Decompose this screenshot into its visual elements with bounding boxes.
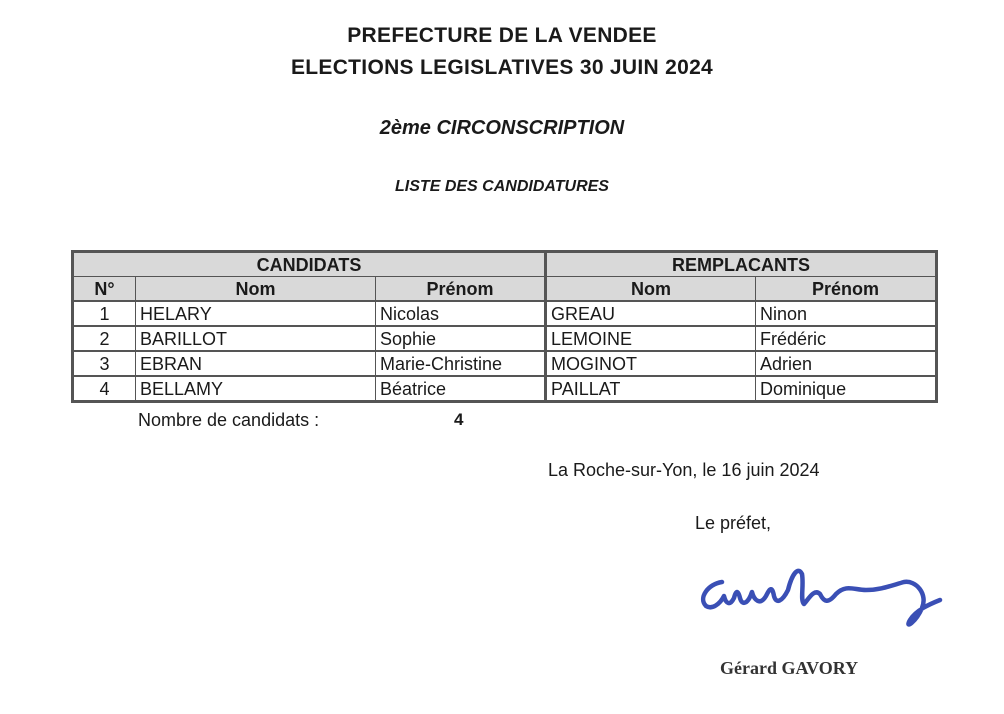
prefecture-title: PREFECTURE DE LA VENDEE xyxy=(347,24,657,47)
col-remp-nom-header: Nom xyxy=(546,277,756,302)
remp-nom: MOGINOT xyxy=(546,351,756,376)
candidate-count-value: 4 xyxy=(454,410,464,429)
signature-stroke xyxy=(703,571,940,625)
table-row xyxy=(73,351,937,376)
cand-nom: HELARY xyxy=(136,301,376,326)
circonscription-title: 2ème CIRCONSCRIPTION xyxy=(379,117,625,139)
place-date: La Roche-sur-Yon, le 16 juin 2024 xyxy=(548,460,820,480)
remp-prenom: Dominique xyxy=(756,376,937,402)
candidate-count-label: Nombre de candidats : xyxy=(138,410,320,430)
row-num: 4 xyxy=(73,376,136,402)
remp-prenom: Ninon xyxy=(756,301,937,326)
table-row xyxy=(73,326,937,351)
signer-name: Gérard GAVORY xyxy=(720,658,859,678)
column-header-row xyxy=(73,277,937,302)
row-num: 2 xyxy=(73,326,136,351)
col-cand-prenom-header: Prénom xyxy=(376,277,546,302)
col-remp-prenom-header: Prénom xyxy=(756,277,937,302)
cand-prenom: Nicolas xyxy=(376,301,546,326)
cand-nom: EBRAN xyxy=(136,351,376,376)
prefet-title: Le préfet, xyxy=(695,513,772,533)
cand-nom: BARILLOT xyxy=(136,326,376,351)
election-title: ELECTIONS LEGISLATIVES 30 JUIN 2024 xyxy=(290,56,714,79)
cand-prenom: Sophie xyxy=(376,326,546,351)
table-row xyxy=(73,376,937,402)
group-remplacants-header: REMPLACANTS xyxy=(546,252,937,277)
col-num-header: N° xyxy=(73,277,136,302)
group-candidats-header: CANDIDATS xyxy=(73,252,546,277)
table-row xyxy=(73,301,937,326)
col-cand-nom-header: Nom xyxy=(136,277,376,302)
remp-nom: LEMOINE xyxy=(546,326,756,351)
candidates-table xyxy=(71,250,938,403)
group-header-row xyxy=(73,252,937,277)
cand-nom: BELLAMY xyxy=(136,376,376,402)
row-num: 3 xyxy=(73,351,136,376)
remp-prenom: Frédéric xyxy=(756,326,937,351)
row-num: 1 xyxy=(73,301,136,326)
signature-mark xyxy=(690,560,950,640)
remp-nom: GREAU xyxy=(546,301,756,326)
cand-prenom: Béatrice xyxy=(376,376,546,402)
list-title: LISTE DES CANDIDATURES xyxy=(395,178,609,195)
remp-nom: PAILLAT xyxy=(546,376,756,402)
cand-prenom: Marie-Christine xyxy=(376,351,546,376)
remp-prenom: Adrien xyxy=(756,351,937,376)
